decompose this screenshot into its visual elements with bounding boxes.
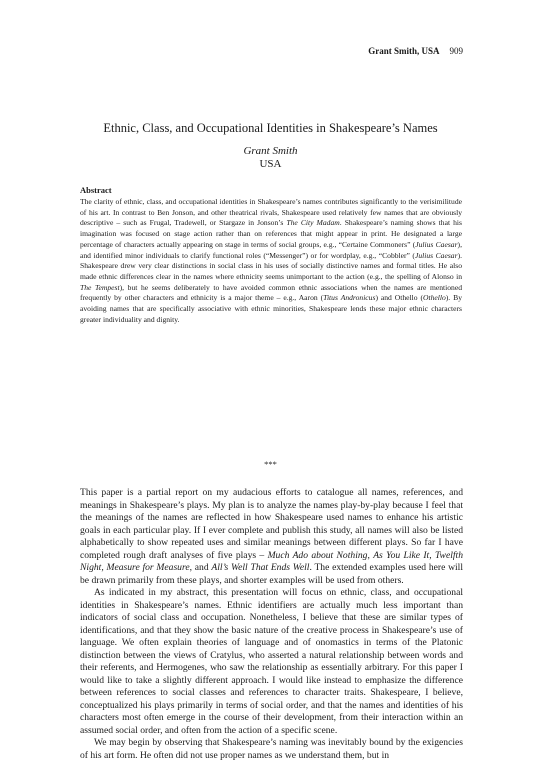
paragraph-italic-title: All’s Well That Ends Well bbox=[211, 562, 310, 573]
abstract-heading: Abstract bbox=[80, 185, 112, 195]
abstract-text bbox=[80, 197, 462, 325]
author-block bbox=[0, 145, 541, 171]
body-paragraph-2 bbox=[80, 587, 463, 737]
abstract-text: ), and identified minor individuals to clarify functional roles (“Messenger”) or for wordplay, e.g., “Cobbler” ( bbox=[80, 239, 462, 260]
paragraph-text: This paper is a partial report on my audacious efforts to catalogue all names, references, and meanings in Shakespeare’s plays. My plan is to analyze the names play-by-play because I feel that the meanings of the names are reflected in how Shakespeare used names to enhance his artistic goals in each particular play. If I ever complete and publish this study, all names will also be listed alphabetically to show repeated uses and similar meanings between different plays. So far I have completed rough draft analyses of five plays – bbox=[80, 487, 463, 561]
paragraph-text: . The extended examples used here will be drawn primarily from these plays, and shorter examples will be used from others. bbox=[80, 562, 463, 586]
abstract-text: ), but he seems deliberately to have avoided common ethnic associations when the names are mentioned frequently by other characters and ethnicity is a major theme – e.g., Aaron ( bbox=[80, 282, 463, 303]
paragraph-italic-title: Twelfth Night bbox=[80, 549, 464, 573]
abstract-italic-title: The Tempest bbox=[80, 282, 120, 292]
abstract-italic-title: Othello bbox=[423, 293, 446, 303]
abstract-italic-title: Julius Caesar bbox=[414, 250, 458, 260]
abstract-text: ) and Othello ( bbox=[375, 293, 423, 303]
abstract-italic-title: The City Madam bbox=[286, 218, 340, 228]
running-head-author: Grant Smith, USA bbox=[368, 46, 440, 56]
paragraph-italic-title: Measure for Measure bbox=[106, 562, 190, 573]
paragraph-text: We may begin by observing that Shakespeare’s naming was inevitably bound by the exigencies of his art form. He often did not use proper names as we understand them, but in bbox=[80, 737, 463, 761]
page-number: 909 bbox=[449, 46, 463, 56]
paragraph-text: As indicated in my abstract, this presentation will focus on ethnic, class, and occupational identities in Shakespeare’s names. Ethnic identifiers are actually much less important than indicators of social class and occupation. Nonetheless, I believe that these are similar types of identifications, and that they show the basic nature of the creative process in Shakespeare’s use of language. We often explain theories of language and of onomastics in terms of the Platonic distinction between the views of Cratylus, who asserted a natural relationship between words and their referents, and Hermogenes, who saw the relationship as essentially arbitrary. For this paper I would like to take a slightly different approach. I would like instead to emphasize the difference between references to social classes and references to character traits. Shakespeare, I believe, conceptualized his plays primarily in terms of social order, and that the names and identities of his characters most often emerge in the course of their development, from their interaction within an assumed social order, and often from the action of a specific scene. bbox=[80, 587, 463, 736]
paragraph-text: , bbox=[367, 549, 374, 561]
section-separator: *** bbox=[264, 459, 277, 469]
paragraph-italic-title: Much Ado about Nothing bbox=[267, 549, 368, 561]
running-head bbox=[368, 46, 463, 56]
paragraph-italic-title: As You Like It bbox=[373, 549, 430, 561]
author-name: Grant Smith bbox=[243, 145, 298, 157]
abstract-text: . Shakespeare’s naming shows that his imagination was focused on stage action rather than on references that might appear in print. He designated a large percentage of characters actually appearing on stage in terms of social groups, e.g., “Certaine Commoners” ( bbox=[80, 218, 462, 249]
author-country: USA bbox=[259, 158, 282, 170]
paragraph-text: , bbox=[101, 562, 107, 573]
abstract-italic-title: Titus Andronicus bbox=[323, 293, 376, 303]
body-text bbox=[80, 487, 463, 762]
paragraph-text: , bbox=[429, 549, 435, 561]
body-paragraph-1 bbox=[80, 487, 463, 587]
abstract-text: The clarity of ethnic, class, and occupational identities in Shakespeare’s names contributes significantly to the verisimilitude of his art. In contrast to Ben Jonson, and other theatrical rivals, Shakespeare used relatively few names that are obviously descriptive – such as Frugal, Tradewell, or Stargaze in Jonson’s bbox=[80, 197, 462, 228]
abstract-text: ). Shakespeare drew very clear distinctions in social class in his uses of socially distinctive names and formal titles. He also made ethnic differences clear in the names where ethnicity seems unimportant to the action (e.g., the spelling of Alonso in bbox=[80, 250, 462, 281]
paragraph-text: , and bbox=[189, 562, 212, 573]
paper-title: Ethnic, Class, and Occupational Identities in Shakespeare’s Names bbox=[103, 121, 438, 135]
abstract-text: ). By avoiding names that are specifically associative with ethnic minorities, Shakespeare lends these major ethnic characters greater individuality and dignity. bbox=[80, 293, 462, 324]
body-paragraph-3 bbox=[80, 737, 463, 762]
abstract-italic-title: Julius Caesar bbox=[415, 239, 458, 249]
